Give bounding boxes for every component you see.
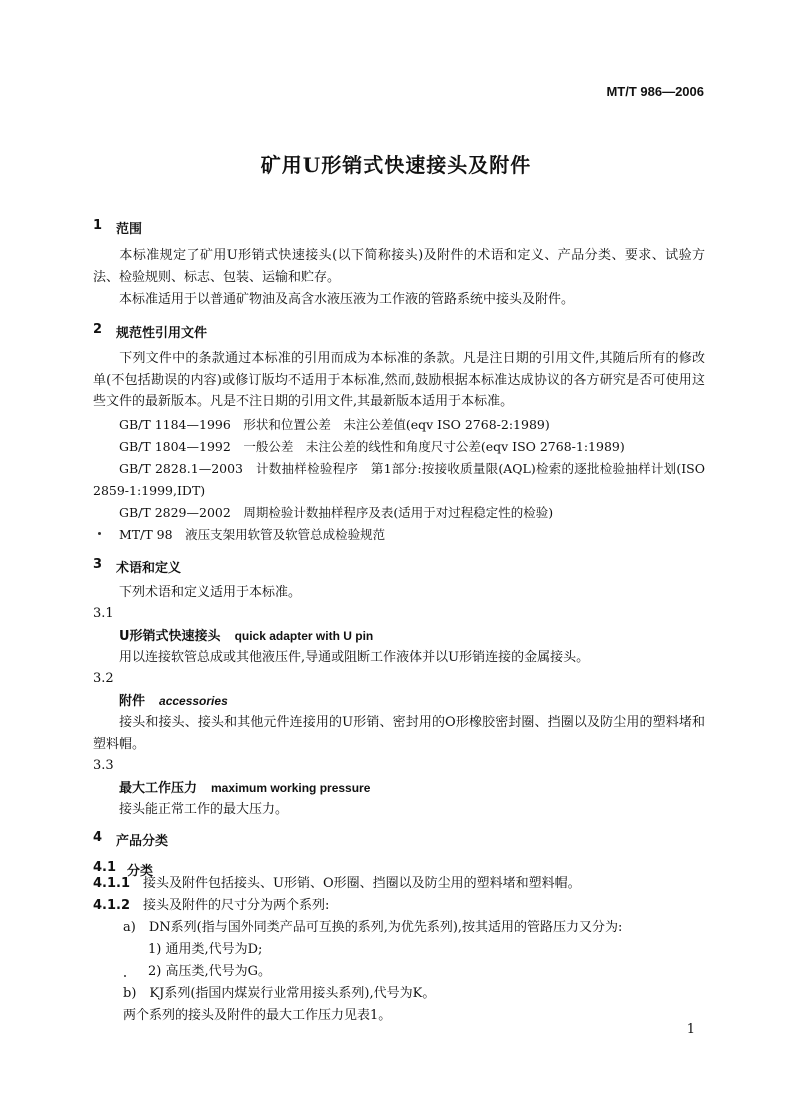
term-heading (119, 777, 370, 800)
section-1-p1-text: 本标准规定了矿用U形销式快速接头(以下简称接头)及附件的术语和定义、产品分类、要求、试验方法、检验规则、标志、包装、运输和贮存。 (93, 248, 705, 285)
term-number: 3.2 (93, 671, 114, 686)
section-1-p2-text: 本标准适用于以普通矿物油及高含水液压液为工作液的管路系统中接头及附件。 (119, 292, 575, 307)
reference-text: GB/T 2829—2002 周期检验计数抽样程序及表(适用于对过程稳定性的检验) (119, 505, 554, 520)
list-text: DN系列(指与国外同类产品可互换的系列,为优先系列),按其适用的管路压力又分为: (148, 920, 623, 935)
reference-text: GB/T 1804—1992 一般公差 未注公差的线性和角度尺寸公差(eqv ISO 2768-1:1989) (119, 439, 625, 454)
term-number: 3.3 (93, 758, 114, 773)
reference-text: GB/T 1184—1996 形状和位置公差 未注公差值(eqv ISO 2768-2:1989) (119, 417, 550, 432)
section-2-heading: 规范性引用文件 (116, 326, 208, 341)
scan-speck (98, 532, 101, 535)
term-definition (93, 799, 705, 821)
section-3-intro (93, 582, 705, 604)
page-number: 1 (686, 1022, 695, 1037)
term-english: maximum working pressure (211, 781, 371, 795)
term-number: 3.1 (93, 606, 114, 621)
section-3-number: 3 (93, 557, 103, 572)
list-item-a (123, 917, 622, 939)
section-3-heading: 术语和定义 (116, 561, 182, 576)
term-definition (93, 647, 705, 669)
section-2-number: 2 (93, 322, 103, 337)
term-definition-text: 用以连接软管总成或其他液压件,导通或阻断工作液体并以U形销连接的金属接头。 (119, 650, 590, 665)
list-label: a) (123, 920, 136, 935)
list-text: KJ系列(指国内煤炭行业常用接头系列),代号为K。 (149, 986, 436, 1001)
reference-item (93, 436, 705, 458)
term-definition (93, 712, 705, 755)
term-heading (119, 625, 373, 648)
term-chinese: 最大工作压力 (119, 781, 198, 796)
reference-item (93, 458, 705, 501)
clause-4-1-2 (93, 895, 329, 917)
section-3-intro-text: 下列术语和定义适用于本标准。 (119, 585, 302, 600)
sub-item-2: 2) 高压类,代号为G。 (148, 964, 271, 979)
section-2-intro-text: 下列文件中的条款通过本标准的引用而成为本标准的条款。凡是注日期的引用文件,其随后所有的修改单(不包括勘误的内容)或修订版均不适用于本标准,然而,鼓励根据本标准达成协议的各方研究是否可使用这些文件的最新版本。凡是不注日期的引用文件,其最新版本适用于本标准。 (93, 351, 705, 409)
reference-text: MT/T 98 液压支架用软管及软管总成检验规范 (119, 527, 386, 542)
section-2-intro (93, 348, 705, 413)
term-english: accessories (159, 694, 228, 708)
reference-item (93, 502, 705, 524)
term-definition-text: 接头和接头、接头和其他元件连接用的U形销、密封用的O形橡胶密封圈、挡圈以及防尘用的塑料堵和塑料帽。 (93, 715, 705, 752)
clause-4-1-heading: 分类 (127, 864, 154, 879)
term-heading (119, 690, 228, 713)
section-4-number: 4 (93, 830, 103, 845)
section-1-paragraph-1 (93, 245, 705, 288)
term-chinese: U形销式快速接头 (119, 629, 221, 644)
reference-item (93, 414, 705, 436)
term-chinese: 附件 (119, 694, 146, 709)
clause-number: 4.1.2 (93, 898, 131, 913)
reference-item (93, 524, 705, 546)
clause-text: 接头及附件的尺寸分为两个系列: (143, 898, 330, 913)
reference-text: GB/T 2828.1—2003 计数抽样检验程序 第1部分:按接收质量限(AQL)检索的逐批检验抽样计划(ISO 2859-1:1999,IDT) (93, 461, 705, 498)
section-1-number: 1 (93, 218, 103, 233)
term-english: quick adapter with U pin (234, 629, 374, 643)
clause-4-1-1 (93, 873, 581, 895)
term-definition-text: 接头能正常工作的最大压力。 (119, 802, 289, 817)
clause-number: 4.1.1 (93, 876, 131, 891)
section-4-heading: 产品分类 (116, 834, 169, 849)
standard-code: MT/T 986—2006 (606, 84, 704, 99)
document-title: 矿用U形销式快速接头及附件 (260, 153, 532, 177)
sub-item-1: 1) 通用类,代号为D; (148, 942, 263, 957)
clause-text: 接头及附件包括接头、U形销、O形圈、挡圈以及防尘用的塑料堵和塑料帽。 (143, 876, 581, 891)
closing-sentence: 两个系列的接头及附件的最大工作压力见表1。 (123, 1008, 392, 1023)
section-1-paragraph-2 (93, 289, 705, 311)
list-label: b) (123, 986, 137, 1001)
list-item-b (123, 983, 435, 1005)
scan-speck (124, 975, 126, 977)
section-1-heading: 范围 (116, 222, 143, 237)
clause-4-1-number: 4.1 (93, 860, 117, 875)
